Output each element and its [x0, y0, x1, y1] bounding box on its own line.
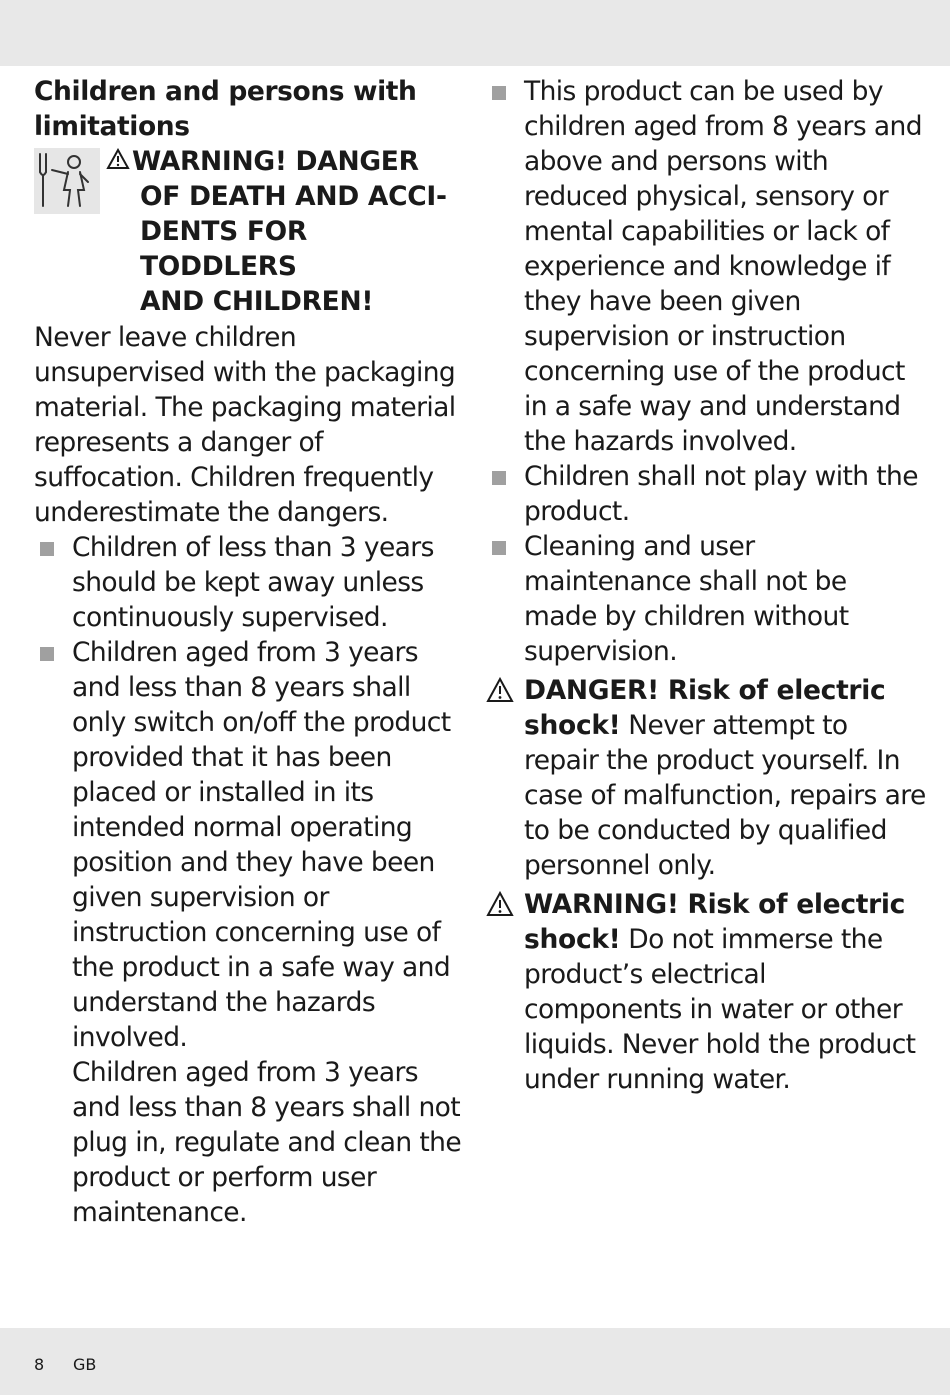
warning-line: WARNING! DANGER [106, 144, 466, 179]
child-safety-icon [34, 148, 100, 214]
warning-line: OF DEATH AND ACCI- [140, 181, 447, 212]
warning-block [34, 144, 466, 319]
warning-text [106, 144, 466, 319]
warning-triangle-icon [486, 677, 514, 712]
language-code: GB [73, 1355, 97, 1374]
right-column [486, 74, 926, 1097]
left-column [34, 74, 466, 1230]
section-heading: Children and persons with limitations [34, 76, 417, 142]
page-number: 8 [34, 1355, 45, 1374]
hazard-danger [486, 673, 926, 883]
hazard-text: Never attempt to repair the product yourself. In case of malfunction, repairs are to be conducted by qualified personnel only. [524, 710, 926, 881]
intro-paragraph: Never leave children unsupervised with the packaging material. The packaging material represents a danger of suffocation. Children frequently underestimate the dangers. [34, 322, 456, 528]
hazard-title: DANGER! Risk of electric shock! [524, 675, 886, 741]
hazard-title: WARNING! Risk of electric shock! [524, 889, 906, 955]
header-band [0, 0, 950, 66]
warning-triangle-icon [486, 891, 514, 926]
list-item: Children of less than 3 years should be kept away unless continuously supervised. [34, 530, 466, 635]
hazard-text: Do not immerse the product’s electrical components in water or other liquids. Never hold the product under running water. [524, 924, 916, 1095]
hazard-warning [486, 887, 926, 1097]
footer-band [0, 1328, 950, 1395]
warning-line: DENTS FOR TODDLERS [140, 216, 308, 282]
warning-triangle-icon [106, 144, 132, 179]
list-item: This product can be used by children aged from 8 years and above and persons with reduced physical, sensory or mental capabilities or lack of experience and knowledge if they have been given supervision or instruction concerning use of the product in a safe way and understand the hazards involved. [486, 74, 926, 459]
list-item: Cleaning and user maintenance shall not be made by children without supervision. [486, 529, 926, 669]
warning-line: AND CHILDREN! [140, 286, 374, 317]
list-item: Children shall not play with the product. [486, 459, 926, 529]
list-item-continuation: Children aged from 3 years and less than 8 years shall not plug in, regulate and clean the product or perform user maintenance. [72, 1057, 462, 1228]
list-item: Children aged from 3 years and less than 8 years shall only switch on/off the product provided that it has been placed or installed in its intended normal operating position and they have been given supervision or instruction concerning use of the product in a safe way and understand the hazards involved. [34, 635, 466, 1055]
